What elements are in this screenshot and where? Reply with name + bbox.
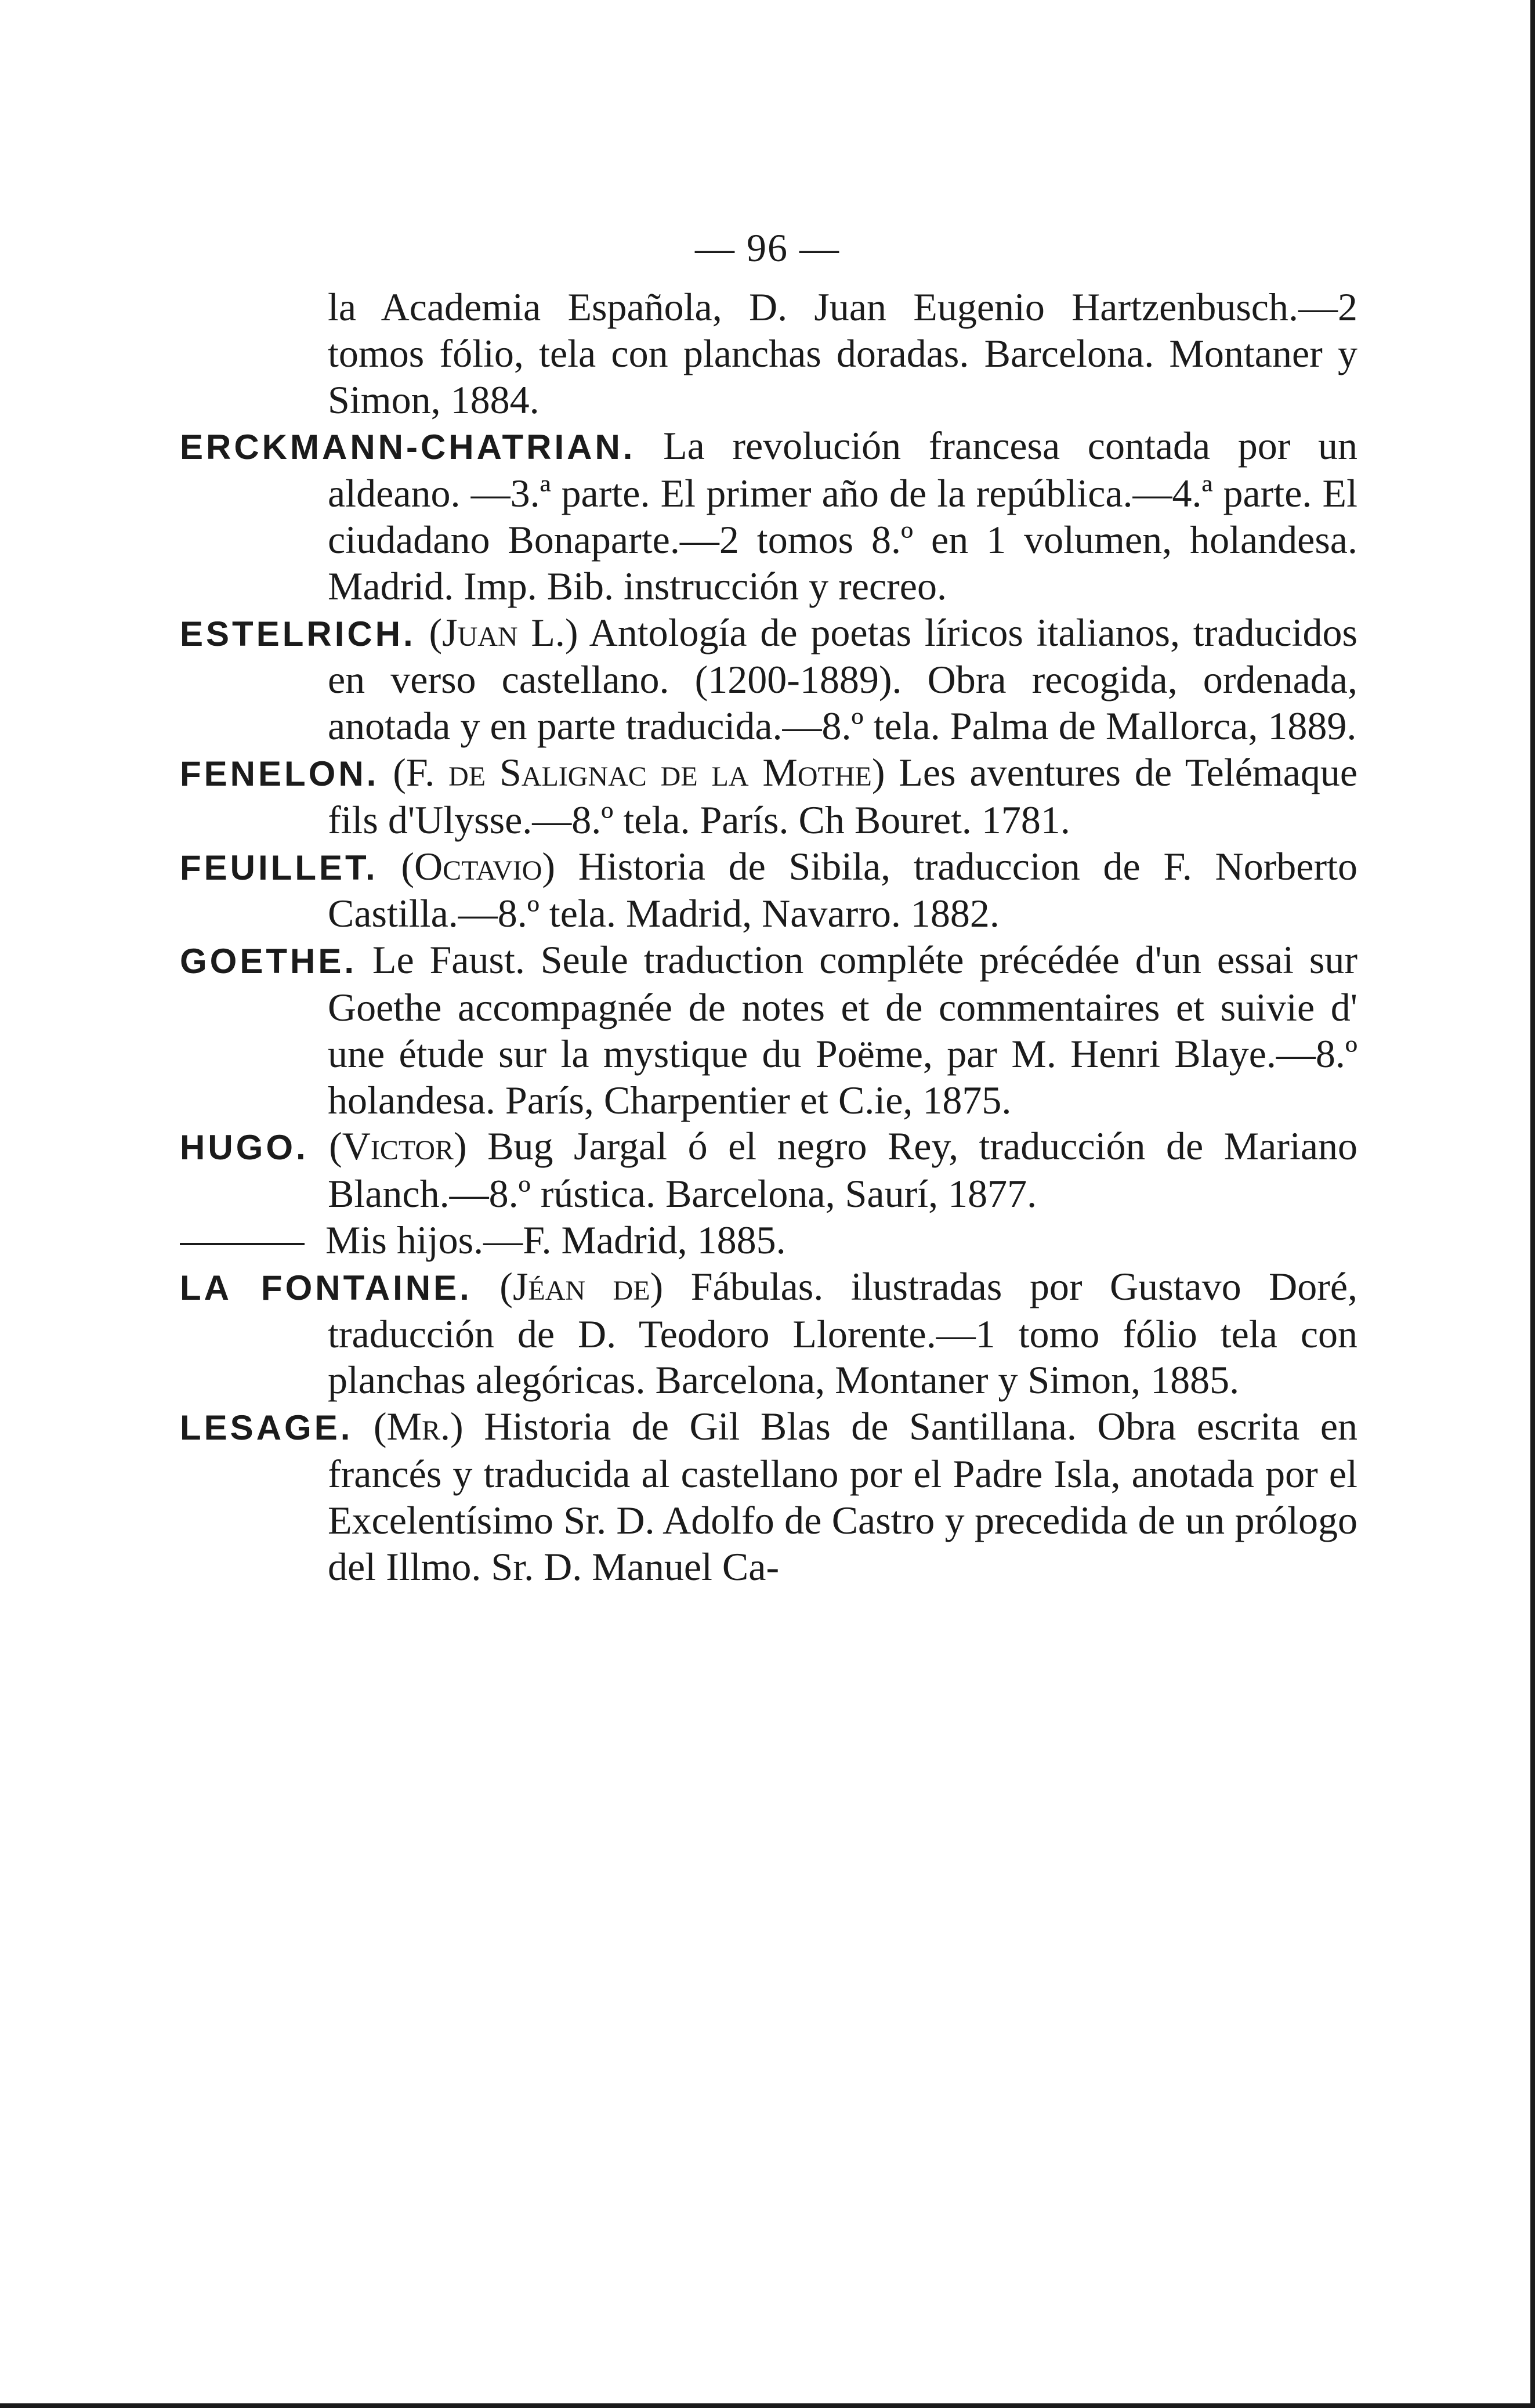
catalog-entry-hugo-ditto	[325, 1217, 1357, 1264]
entry-qualifier: (Octavio)	[401, 844, 556, 888]
catalog-entry-fenelon	[180, 750, 1358, 844]
catalog-entry-la-fontaine	[180, 1264, 1358, 1404]
entry-qualifier: (Victor)	[329, 1124, 467, 1169]
entry-text: Antología de poetas líricos italianos, traducidos en verso castellano. (1200-1889). Obra recogida, ordenada, anotada y en parte traducida.—8.º tela. Palma de Mallorca, 1889.	[328, 610, 1358, 749]
entry-author: FEUILLET.	[180, 848, 378, 887]
catalog-entry-feuillet	[180, 844, 1358, 938]
entry-author: ESTELRICH.	[180, 614, 416, 653]
catalog-entry-estelrich	[180, 610, 1358, 750]
entry-qualifier: (Juan L.)	[429, 610, 578, 655]
catalog-entry-lesage	[180, 1404, 1357, 1590]
catalog-entry-erckmann-chatrian	[180, 423, 1357, 609]
catalog-entry-hugo	[180, 1123, 1358, 1217]
catalog-entry-continued	[328, 284, 1357, 423]
ditto-dash	[180, 1243, 305, 1245]
entry-text: Historia de Gil Blas de Santillana. Obra escrita en francés y traducida al castellano por el Padre Isla, anotada por el Excelentísimo Sr. D. Adolfo de Castro y precedida de un prólogo del Illmo. Sr. D. Manuel Ca-	[328, 1404, 1357, 1589]
page-number: — 96 —	[695, 226, 840, 270]
catalog-entries	[180, 284, 1358, 1590]
entry-author: LA FONTAINE.	[180, 1268, 472, 1307]
entry-text: Bug Jargal ó el negro Rey, traducción de Mariano Blanch.—8.º rústica. Barcelona, Saurí, 1877.	[328, 1124, 1358, 1216]
entry-author: ERCKMANN-CHATRIAN.	[180, 428, 636, 467]
entry-qualifier: (Jéan de)	[499, 1264, 664, 1308]
entry-author: GOETHE.	[180, 942, 357, 981]
entry-text: Mis hijos.—F. Madrid, 1885.	[325, 1217, 786, 1262]
entry-text: Les aventures de Telémaque fils d'Ulysse.—8.º tela. París. Ch Bouret. 1781.	[328, 750, 1358, 842]
catalog-entry-goethe	[180, 937, 1358, 1123]
entry-text: Le Faust. Seule traduction compléte précédée d'un essai sur Goethe accompagnée de notes et de commentaires et suivie d' une étude sur la mystique du Poëme, par M. Henri Blaye.—8.º holandesa. París, Charpentier et C.ie, 1875.	[328, 938, 1358, 1122]
entry-author: HUGO.	[180, 1128, 309, 1167]
entry-author: FENELON.	[180, 754, 379, 793]
entry-qualifier: (F. de Salignac de la Mothe)	[393, 750, 885, 794]
entry-text: La revolución francesa contada por un aldeano. —3.ª parte. El primer año de la república.—4.ª parte. El ciudadano Bonaparte.—2 tomos 8.º en 1 volumen, holandesa. Madrid. Imp. Bib. instrucción y recreo.	[328, 424, 1357, 608]
entry-author: LESAGE.	[180, 1408, 353, 1448]
entry-text: Fábulas. ilustradas por Gustavo Doré, traducción de D. Teodoro Llorente.—1 tomo fólio tela con planchas alegóricas. Barcelona, Montaner y Simon, 1885.	[328, 1264, 1358, 1402]
entry-text: Historia de Sibila, traduccion de F. Norberto Castilla.—8.º tela. Madrid, Navarro. 1882.	[328, 844, 1358, 936]
entry-text: la Academia Española, D. Juan Eugenio Hartzenbusch.—2 tomos fólio, tela con planchas doradas. Barcelona. Montaner y Simon, 1884.	[328, 285, 1357, 422]
entry-qualifier: (Mr.)	[373, 1404, 464, 1449]
